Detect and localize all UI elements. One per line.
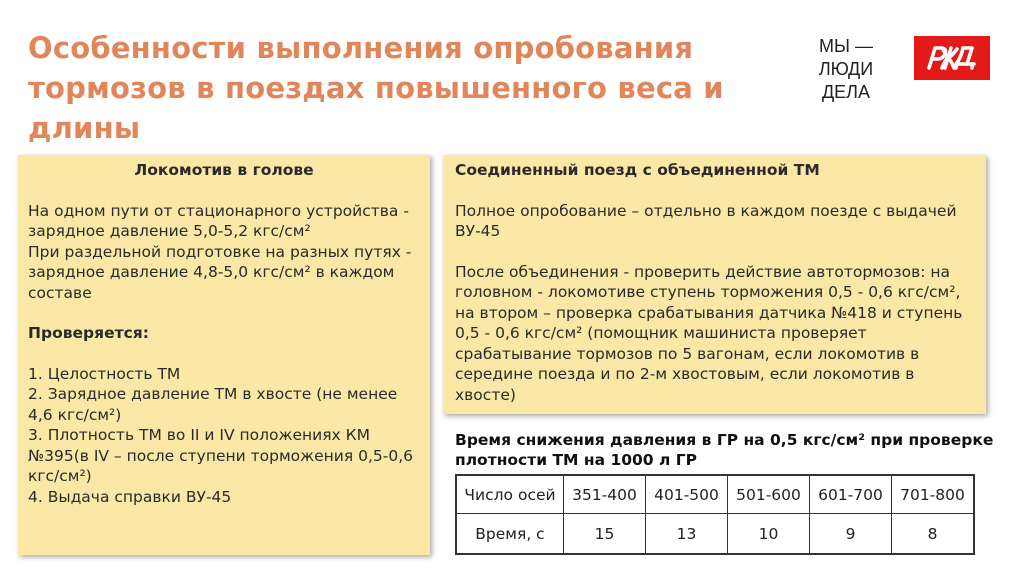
time-table-title: Время снижения давления в ГР на 0,5 кгс/см² при проверке плотности ТМ на 1000 л ГР (455, 431, 994, 469)
slide-title: Особенности выполнения опробования тормозов в поездах повышенного веса и длины (28, 31, 724, 145)
time-cell: 15 (564, 514, 646, 554)
table-row-axles (457, 476, 974, 514)
brand-slogan (790, 35, 902, 104)
axles-cell: 401-500 (646, 476, 728, 514)
axles-cell: 351-400 (564, 476, 646, 514)
axles-cell: 601-700 (810, 476, 892, 514)
check-item-3: 3. Плотность ТМ во II и IV положениях КМ №395(в IV – после ступени торможения 0,5-0,6 кгс/см²) (28, 426, 414, 485)
rzd-logo-mark (914, 36, 990, 80)
locomotive-head-panel (18, 155, 430, 555)
slogan-line-2: ДЕЛА (821, 82, 870, 102)
right-panel-paragraph-1: Полное опробование – отдельно в каждом поезде с выдачей ВУ-45 (455, 201, 957, 240)
left-panel-paragraph-2: При раздельной подготовке на разных путях - зарядное давление 4,8-5,0 кгс/см² в каждом составе (28, 242, 412, 302)
axles-cell: 701-800 (892, 476, 974, 514)
combined-train-panel (443, 155, 986, 414)
left-panel-paragraph-1: На одном пути от стационарного устройства - зарядное давление 5,0-5,2 кгс/см² (28, 201, 409, 240)
table-row-time (457, 514, 974, 554)
time-cell: 13 (646, 514, 728, 554)
time-cell: 8 (892, 514, 974, 554)
checks-heading: Проверяется: (28, 324, 149, 342)
row-label-time: Время, с (457, 514, 564, 554)
row-label-axles: Число осей (457, 476, 564, 514)
check-item-2: 2. Зарядное давление ТМ в хвосте (не менее 4,6 кгс/см²) (28, 385, 398, 424)
right-panel-heading: Соединенный поезд с объединенной ТМ (455, 161, 820, 179)
left-panel-heading: Локомотив в голове (134, 161, 314, 179)
pressure-time-table (455, 474, 975, 555)
rzd-logo (914, 36, 990, 80)
time-cell: 9 (810, 514, 892, 554)
right-panel-paragraph-2: После объединения - проверить действие автотормозов: на головном - локомотиве ступень торможения 0,5 - 0,6 кгс/см², на втором – проверка срабатывания датчика №418 и ступень 0,5 - 0,6 кгс/см² (помощник машиниста проверяет срабатывание тормозов по 5 вагонам, если локомотив в середине поезда и по 2-м хвостовым, если локомотив в хвосте) (455, 262, 963, 404)
time-cell: 10 (728, 514, 810, 554)
axles-cell: 501-600 (728, 476, 810, 514)
check-item-1: 1. Целостность ТМ (28, 364, 181, 383)
slogan-line-1: МЫ — ЛЮДИ (818, 36, 874, 79)
check-item-4: 4. Выдача справки ВУ-45 (28, 487, 232, 506)
